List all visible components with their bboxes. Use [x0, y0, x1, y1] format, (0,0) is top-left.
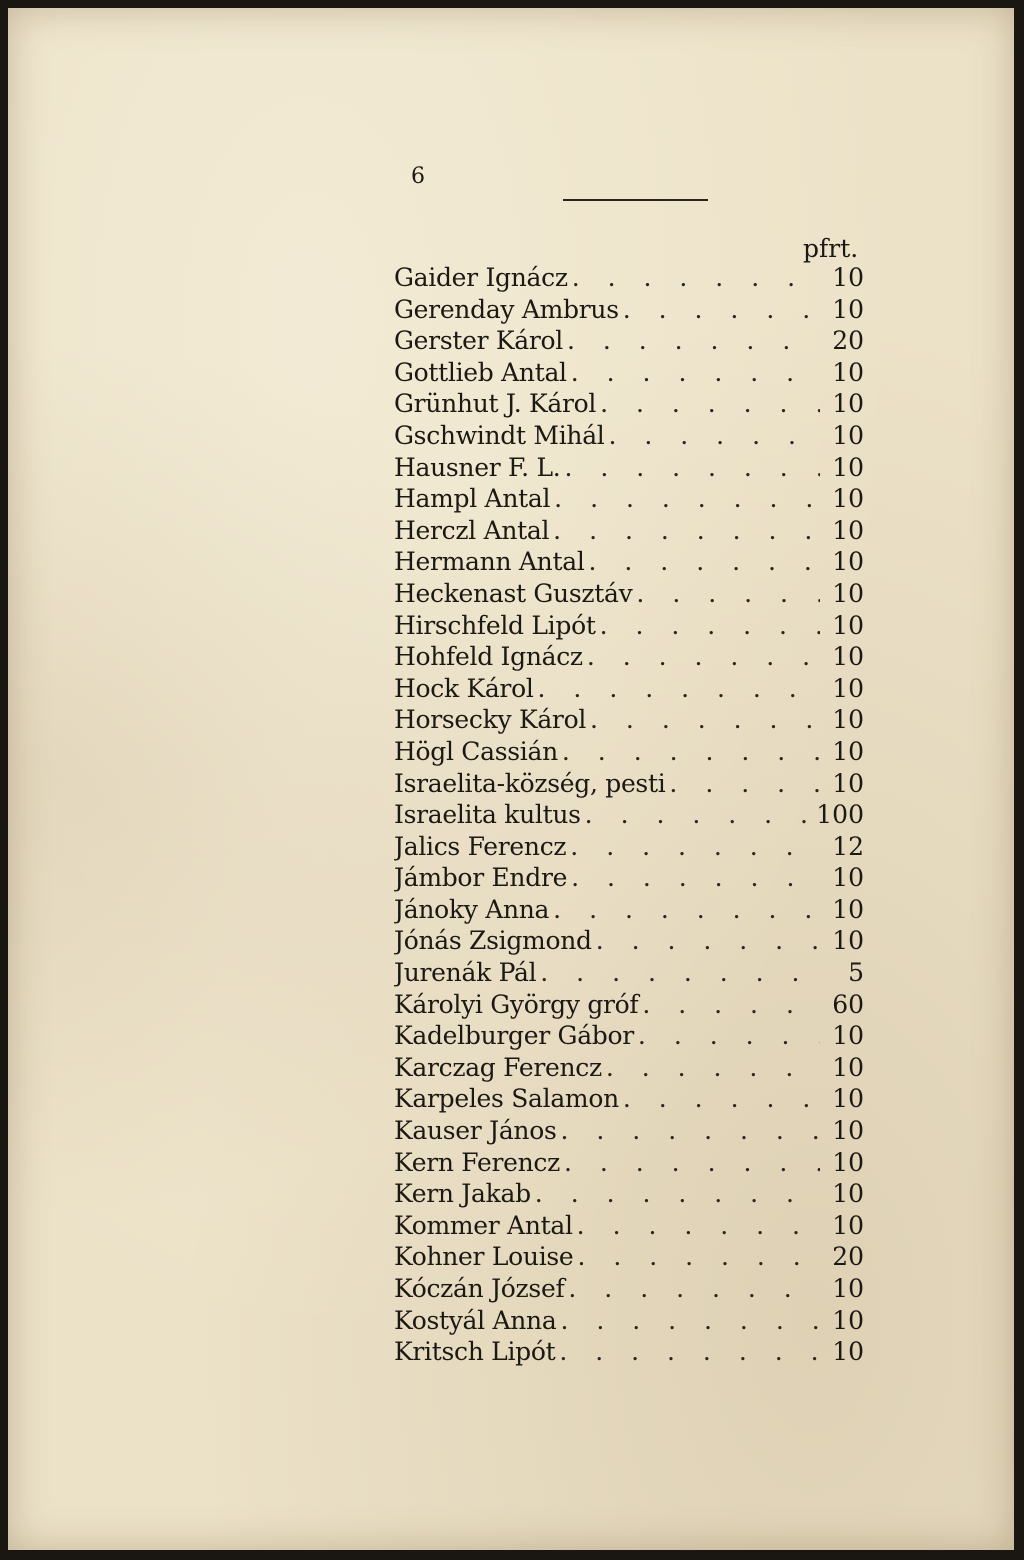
dot-leader	[567, 357, 820, 389]
dot-leader	[585, 546, 820, 578]
subscriber-name: Kern Ferencz	[394, 1147, 560, 1177]
subscription-amount: 20	[832, 326, 864, 356]
dot-leader	[592, 925, 820, 957]
subscriber-name: Kadelburger Gábor	[394, 1021, 634, 1051]
header-rule	[563, 199, 708, 201]
list-item	[394, 736, 864, 768]
list-item	[394, 357, 864, 389]
subscription-amount: 10	[832, 547, 864, 577]
document-page	[8, 8, 1014, 1550]
list-item	[394, 546, 864, 578]
subscription-amount: 100	[816, 800, 864, 830]
dot-leader	[638, 989, 820, 1021]
list-item	[394, 1273, 864, 1305]
subscriber-name: Gerster Károl	[394, 326, 563, 356]
subscriber-name: Hock Károl	[394, 673, 534, 703]
subscriber-name: Kauser János	[394, 1116, 557, 1146]
subscription-amount: 10	[832, 357, 864, 387]
list-item	[394, 388, 864, 420]
dot-leader	[531, 1178, 820, 1210]
dot-leader	[549, 894, 820, 926]
list-item	[394, 610, 864, 642]
subscription-amount: 5	[848, 958, 864, 988]
list-item	[394, 1052, 864, 1084]
subscription-amount: 10	[832, 863, 864, 893]
dot-leader	[596, 388, 820, 420]
subscriber-name: Jámbor Endre	[394, 863, 568, 893]
dot-leader	[619, 294, 820, 326]
subscription-amount: 10	[832, 1021, 864, 1051]
subscription-amount: 10	[832, 705, 864, 735]
subscriber-name: Kommer Antal	[394, 1210, 573, 1240]
list-item	[394, 704, 864, 736]
subscription-amount: 60	[832, 989, 864, 1019]
dot-leader	[566, 831, 820, 863]
dot-leader	[581, 799, 817, 831]
dot-leader	[557, 1115, 820, 1147]
subscriber-name: Jurenák Pál	[394, 958, 537, 988]
dot-leader	[586, 704, 820, 736]
list-item	[394, 325, 864, 357]
list-item	[394, 452, 864, 484]
list-item	[394, 925, 864, 957]
subscription-amount: 10	[832, 642, 864, 672]
subscriber-name: Israelita kultus	[394, 800, 581, 830]
subscription-amount: 10	[832, 736, 864, 766]
unit-header: pfrt.	[803, 234, 859, 263]
subscriber-name: Jánoky Anna	[394, 894, 550, 924]
dot-leader	[619, 1083, 820, 1115]
subscription-amount: 10	[832, 610, 864, 640]
dot-leader	[536, 957, 820, 989]
dot-leader	[573, 1210, 820, 1242]
subscription-amount: 10	[832, 420, 864, 450]
subscriber-name: Gschwindt Mihál	[394, 420, 605, 450]
subscriber-name: Hausner F. L.	[394, 452, 561, 482]
subscription-amount: 10	[832, 452, 864, 482]
subscription-amount: 10	[832, 1179, 864, 1209]
list-item	[394, 957, 864, 989]
subscriber-name: Hohfeld Ignácz	[394, 642, 583, 672]
subscriber-name: Jónás Zsigmond	[394, 926, 592, 956]
subscription-amount: 10	[832, 1052, 864, 1082]
list-item	[394, 1178, 864, 1210]
subscriber-name: Karczag Ferencz	[394, 1052, 602, 1082]
subscription-amount: 10	[832, 1147, 864, 1177]
subscription-amount: 10	[832, 894, 864, 924]
subscription-amount: 10	[832, 1274, 864, 1303]
subscription-amount: 10	[832, 294, 864, 324]
dot-leader	[556, 1305, 820, 1337]
subscriber-name: Hirschfeld Lipót	[394, 610, 596, 640]
list-item	[394, 799, 864, 831]
dot-leader	[549, 515, 820, 547]
subscription-amount: 10	[832, 1210, 864, 1240]
subscription-amount: 12	[832, 831, 864, 861]
subscription-amount: 10	[832, 1305, 864, 1335]
subscription-amount: 10	[832, 1084, 864, 1114]
subscription-amount: 10	[832, 484, 864, 514]
subscriber-name: Israelita-község, pesti	[394, 768, 666, 798]
list-item	[394, 1115, 864, 1147]
subscriber-name: Hampl Antal	[394, 484, 551, 514]
subscriber-name: Grünhut J. Károl	[394, 389, 597, 419]
subscription-amount: 10	[832, 768, 864, 798]
subscription-amount: 10	[832, 263, 864, 292]
subscriber-name: Horsecky Károl	[394, 705, 587, 735]
dot-leader	[602, 1052, 820, 1084]
dot-leader	[560, 1147, 820, 1179]
dot-leader	[596, 610, 820, 642]
subscriber-name: Herczl Antal	[394, 515, 550, 545]
list-item	[394, 1020, 864, 1052]
dot-leader	[558, 736, 820, 768]
subscriber-name: Kern Jakab	[394, 1179, 531, 1209]
subscriber-name: Gottlieb Antal	[394, 357, 567, 387]
subscriber-list	[394, 262, 864, 1368]
subscriber-name: Jalics Ferencz	[394, 831, 567, 861]
dot-leader	[583, 641, 820, 673]
list-item	[394, 1210, 864, 1242]
subscription-amount: 10	[832, 1337, 864, 1367]
page-number: 6	[411, 164, 425, 189]
list-item	[394, 768, 864, 800]
subscriber-name: Kritsch Lipót	[394, 1337, 556, 1367]
list-item	[394, 262, 864, 294]
dot-leader	[567, 862, 820, 894]
list-item	[394, 894, 864, 926]
subscriber-name: Gerenday Ambrus	[394, 294, 619, 324]
dot-leader	[564, 1273, 820, 1305]
dot-leader	[568, 262, 820, 294]
subscriber-name: Hermann Antal	[394, 547, 585, 577]
dot-leader	[605, 420, 821, 452]
subscription-amount: 10	[832, 578, 864, 608]
list-item	[394, 673, 864, 705]
list-item	[394, 1241, 864, 1273]
subscriber-name: Högl Cassián	[394, 736, 558, 766]
dot-leader	[573, 1241, 820, 1273]
list-item	[394, 483, 864, 515]
list-item	[394, 578, 864, 610]
dot-leader	[563, 325, 820, 357]
dot-leader	[632, 578, 820, 610]
list-item	[394, 294, 864, 326]
subscription-amount: 10	[832, 926, 864, 956]
list-item	[394, 1147, 864, 1179]
subscriber-name: Gaider Ignácz	[394, 263, 568, 292]
list-item	[394, 862, 864, 894]
list-item	[394, 1305, 864, 1337]
dot-leader	[634, 1020, 820, 1052]
subscriber-name: Kohner Louise	[394, 1242, 574, 1272]
subscription-amount: 10	[832, 515, 864, 545]
list-item	[394, 515, 864, 547]
subscription-amount: 10	[832, 1116, 864, 1146]
subscriber-name: Károlyi György gróf	[394, 989, 639, 1019]
dot-leader	[560, 452, 820, 484]
dot-leader	[665, 768, 820, 800]
subscriber-name: Kóczán József	[394, 1274, 565, 1303]
dot-leader	[534, 673, 820, 705]
subscriber-name: Kostyál Anna	[394, 1305, 557, 1335]
dot-leader	[550, 483, 820, 515]
subscription-amount: 10	[832, 673, 864, 703]
list-item	[394, 989, 864, 1021]
dot-leader	[555, 1336, 820, 1368]
list-item	[394, 1336, 864, 1368]
subscription-amount: 20	[832, 1242, 864, 1272]
list-item	[394, 1083, 864, 1115]
list-item	[394, 831, 864, 863]
subscriber-name: Karpeles Salamon	[394, 1084, 619, 1114]
subscription-amount: 10	[832, 389, 864, 419]
subscriber-name: Heckenast Gusztáv	[394, 578, 633, 608]
list-item	[394, 641, 864, 673]
list-item	[394, 420, 864, 452]
